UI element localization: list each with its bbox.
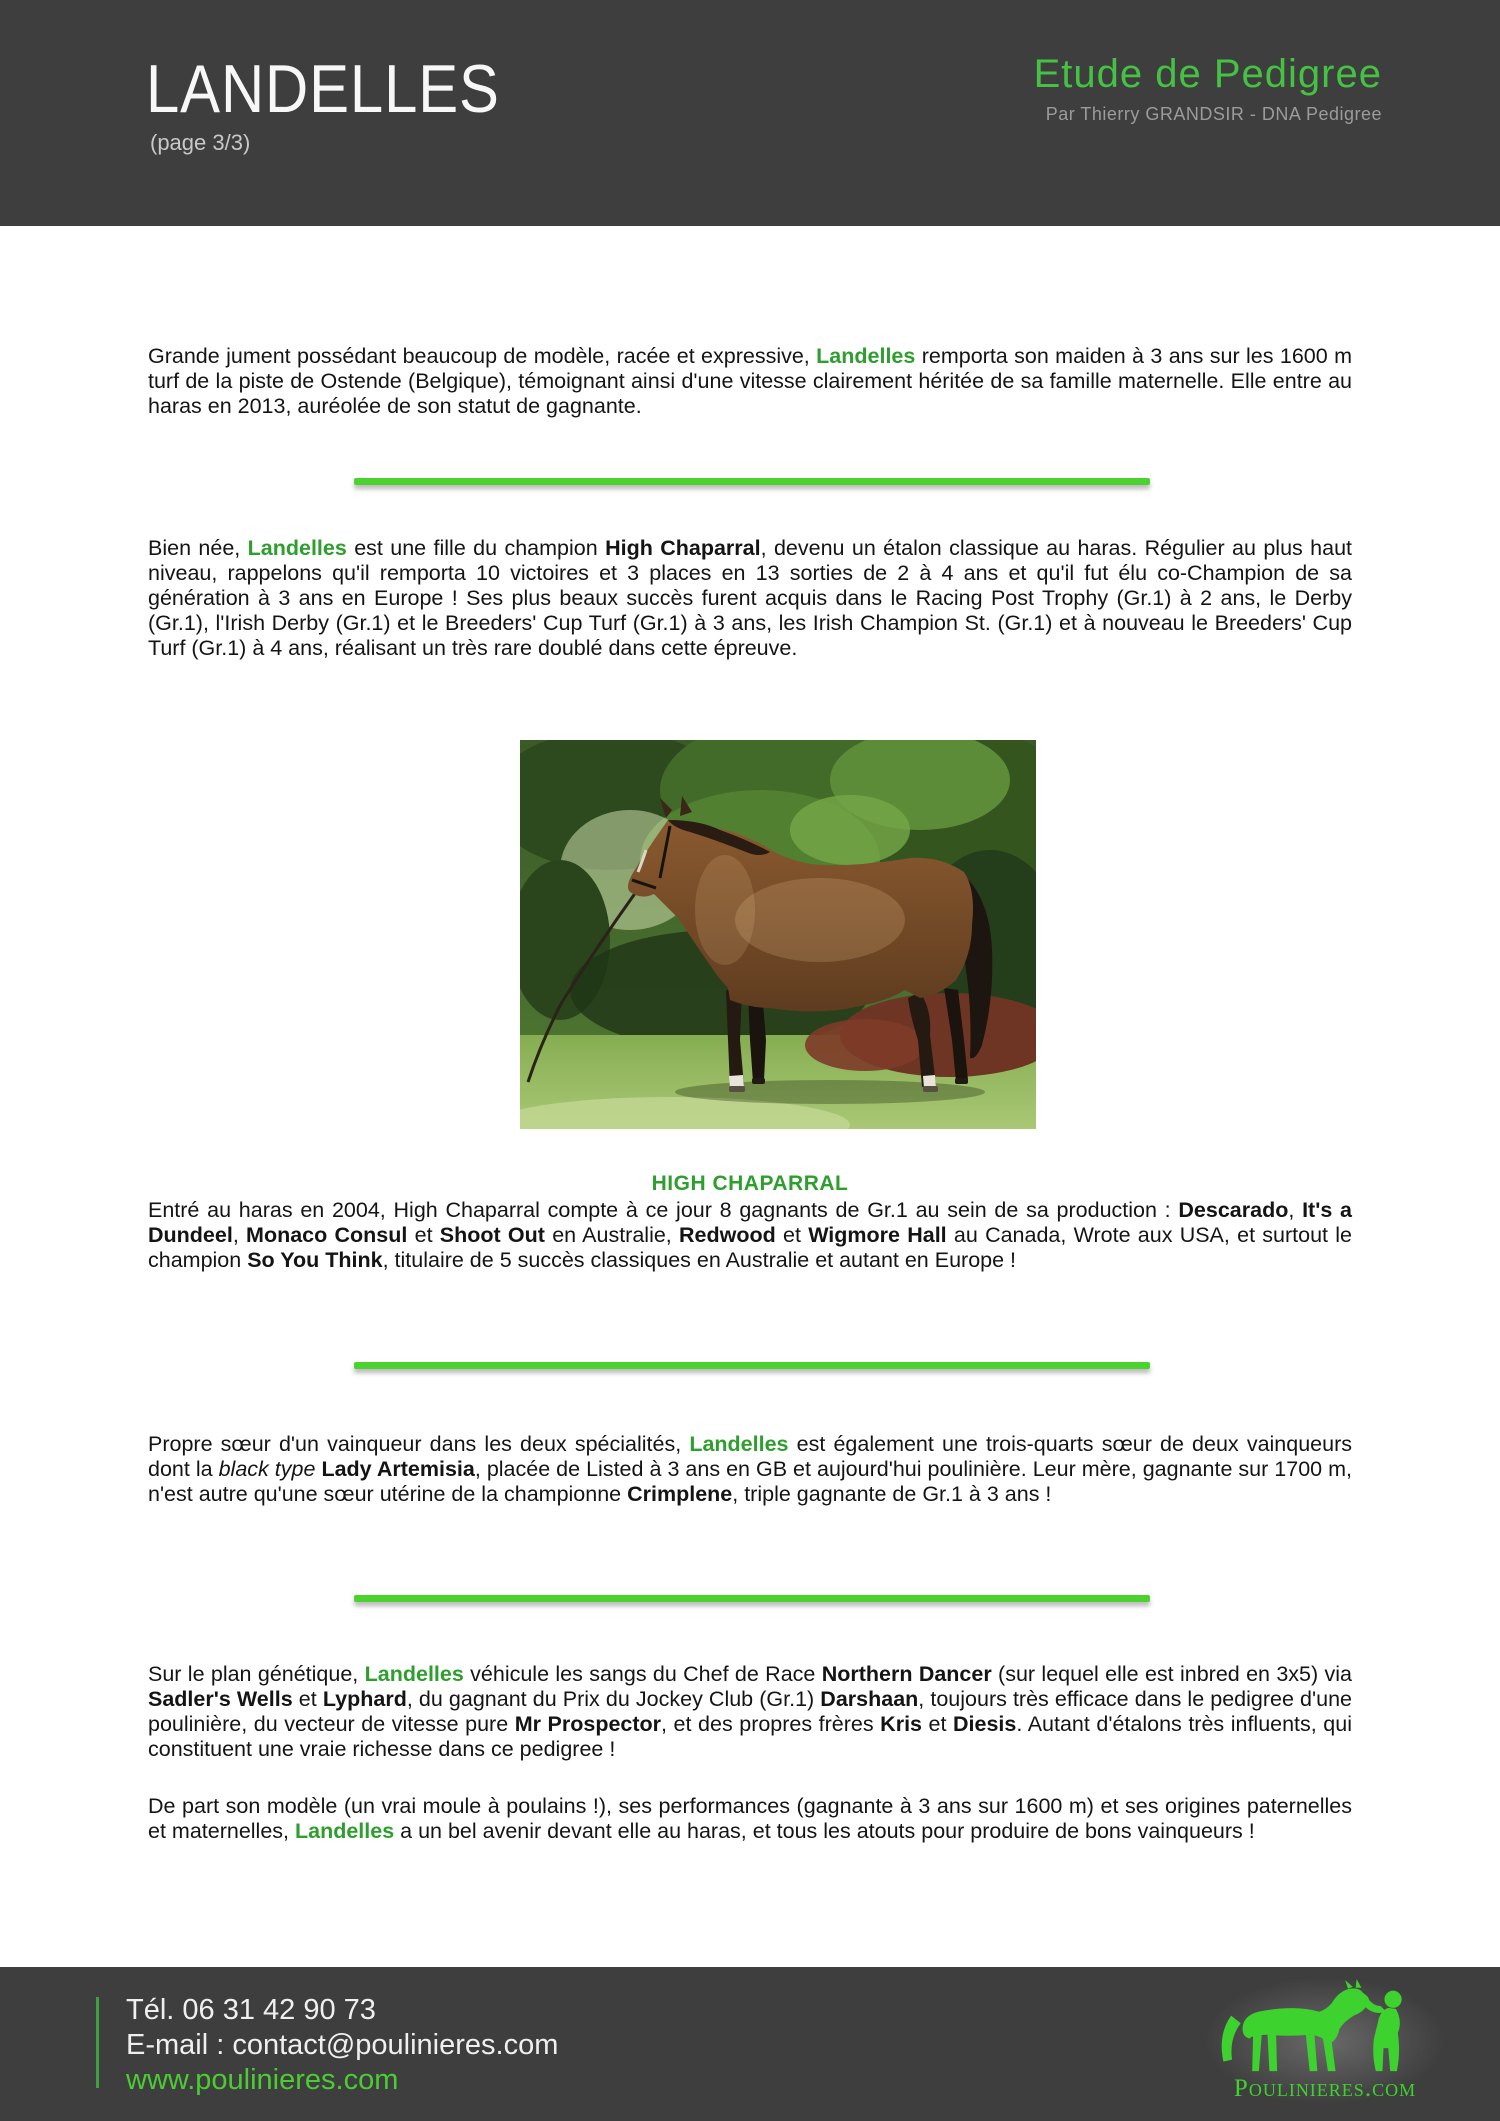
brand-block bbox=[1034, 52, 1382, 125]
section-divider bbox=[354, 478, 1150, 485]
page-header bbox=[0, 0, 1500, 226]
horse-photo-illustration bbox=[520, 740, 1036, 1129]
brand-subtitle: Par Thierry GRANDSIR - DNA Pedigree bbox=[1045, 104, 1382, 124]
logo-wordmark: Poulinieres.com bbox=[1233, 2075, 1417, 2102]
brand-title: Etude de Pedigree bbox=[1033, 52, 1382, 96]
website-link[interactable]: www.poulinieres.com bbox=[126, 2064, 399, 2096]
contact-block bbox=[126, 1993, 558, 2098]
section-divider bbox=[354, 1362, 1150, 1369]
paragraph-sire: Bien née, Landelles est une fille du champion High Chaparral, devenu un étalon classique au haras. Régulier au plus haut niveau, rappelons qu'il remporta 10 victoires et 3 places en 13 sorties de 2 à 4 ans et qu'il fut élu co-Champion de sa génération à 3 ans en Europe ! Ses plus beaux succès furent acquis dans le Racing Post Trophy (Gr.1) à 2 ans, le Derby (Gr.1), l'Irish Derby (Gr.1) et le Breeders' Cup Turf (Gr.1) à 3 ans, les Irish Champion St. (Gr.1) et à nouveau le Breeders' Cup Turf (Gr.1) à 4 ans, réalisant un très rare doublé dans cette épreuve. bbox=[148, 536, 1352, 660]
horse-and-handler-icon bbox=[1210, 1979, 1440, 2079]
page-footer bbox=[0, 1967, 1500, 2121]
paragraph-genetics: Sur le plan génétique, Landelles véhicule les sangs du Chef de Race Northern Dancer (sur lequel elle est inbred en 3x5) via Sadler's Wells et Lyphard, du gagnant du Prix du Jockey Club (Gr.1) Darshaan, toujours très efficace dans le pedigree d'une poulinière, du vecteur de vitesse pure Mr Prospector, et des propres frères Kris et Diesis. Autant d'étalons très influents, qui constituent une vraie richesse dans ce pedigree ! bbox=[148, 1662, 1352, 1761]
phone-number: Tél. 06 31 42 90 73 bbox=[126, 1994, 376, 2026]
paragraph-dam-line: Propre sœur d'un vainqueur dans les deux spécialités, Landelles est également une trois-quarts sœur de deux vainqueurs dont la black type Lady Artemisia, placée de Listed à 3 ans en GB et aujourd'hui poulinière. Leur mère, gagnante sur 1700 m, n'est autre qu'une sœur utérine de la championne Crimplene, triple gagnante de Gr.1 à 3 ans ! bbox=[148, 1432, 1352, 1506]
email-address[interactable]: E-mail : contact@poulinieres.com bbox=[126, 2029, 559, 2061]
paragraph-progeny: Entré au haras en 2004, High Chaparral compte à ce jour 8 gagnants de Gr.1 au sein de sa production : Descarado, It's a Dundeel, Monaco Consul et Shoot Out en Australie, Redwood et Wigmore Hall au Canada, Wrote aux USA, et surtout le champion So You Think, titulaire de 5 succès classiques en Australie et autant en Europe ! bbox=[148, 1198, 1352, 1272]
poulinieres-logo bbox=[1185, 1967, 1465, 2121]
section-divider bbox=[354, 1595, 1150, 1602]
page-indicator: (page 3/3) bbox=[150, 130, 251, 155]
paragraph-conclusion: De part son modèle (un vrai moule à poulains !), ses performances (gagnante à 3 ans sur 1600 m) et ses origines paternelles et maternelles, Landelles a un bel avenir devant elle au haras, et tous les atouts pour produire de bons vainqueurs ! bbox=[148, 1794, 1352, 1843]
footer-accent-bar bbox=[96, 1997, 99, 2088]
horse-photo bbox=[520, 740, 1036, 1129]
horse-name-title: LANDELLES bbox=[146, 51, 500, 127]
paragraph-intro: Grande jument possédant beaucoup de modèle, racée et expressive, Landelles remporta son maiden à 3 ans sur les 1600 m turf de la piste de Ostende (Belgique), témoignant ainsi d'une vitesse clairement héritée de sa famille maternelle. Elle entre au haras en 2013, auréolée de son statut de gagnante. bbox=[148, 344, 1352, 418]
photo-caption: HIGH CHAPARRAL bbox=[651, 1172, 849, 1195]
